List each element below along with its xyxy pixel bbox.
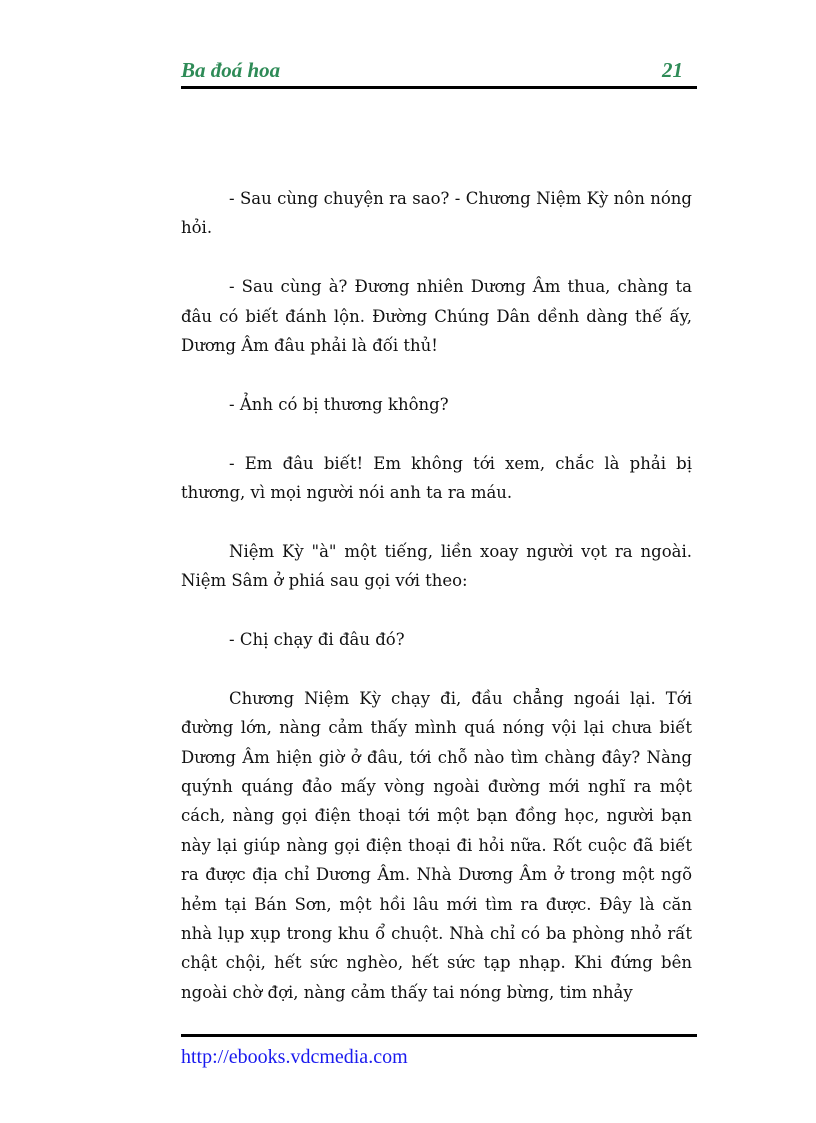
- footer-link[interactable]: http://ebooks.vdcmedia.com: [181, 1046, 408, 1068]
- paragraph: Niệm Kỳ "à" một tiếng, liền xoay người vọt ra ngoài. Niệm Sâm ở phiá sau gọi với theo:: [181, 541, 692, 591]
- paragraph: - Sau cùng à? Đương nhiên Dương Âm thua, chàng ta đâu có biết đánh lộn. Đường Chúng Dân dềnh dàng thế ấy, Dương Âm đâu phải là đối thủ!: [181, 277, 692, 356]
- paragraph: Chương Niệm Kỳ chạy đi, đầu chẳng ngoái lại. Tới đường lớn, nàng cảm thấy mình quá nóng vội lại chưa biết Dương Âm hiện giờ ở đâu, tới chỗ nào tìm chàng đây? Nàng quýnh quáng đảo mấy vòng ngoài đường mới nghĩ ra một cách, nàng gọi điện thoại tới một bạn đồng học, người bạn này lại giúp nàng gọi điện thoại đi hỏi nữa. Rốt cuộc đã biết ra được địa chỉ Dương Âm. Nhà Dương Âm ở trong một ngõ hẻm tại Bán Sơn, một hồi lâu mới tìm ra được. Đây là căn nhà lụp xụp trong khu ổ chuột. Nhà chỉ có ba phòng nhỏ rất chật chội, hết sức nghèo, hết sức tạp nhạp. Khi đứng bên ngoài chờ đợi, nàng cảm thấy tai nóng bừng, tim nhảy: [181, 688, 692, 1002]
- footer-rule: [181, 1034, 697, 1037]
- paragraph: - Em đâu biết! Em không tới xem, chắc là phải bị thương, vì mọi người nói anh ta ra máu.: [181, 453, 692, 503]
- book-title: Ba đoá hoa: [181, 58, 281, 82]
- page-body: [181, 184, 692, 1037]
- header-rule: [181, 86, 697, 89]
- paragraph: - Chị chạy đi đâu đó?: [229, 630, 405, 650]
- page-number: 21: [662, 58, 683, 82]
- paragraph: - Sau cùng chuyện ra sao? - Chương Niệm Kỳ nôn nóng hỏi.: [181, 189, 692, 238]
- paragraph: - Ảnh có bị thương không?: [229, 394, 449, 414]
- page-header: [181, 58, 697, 84]
